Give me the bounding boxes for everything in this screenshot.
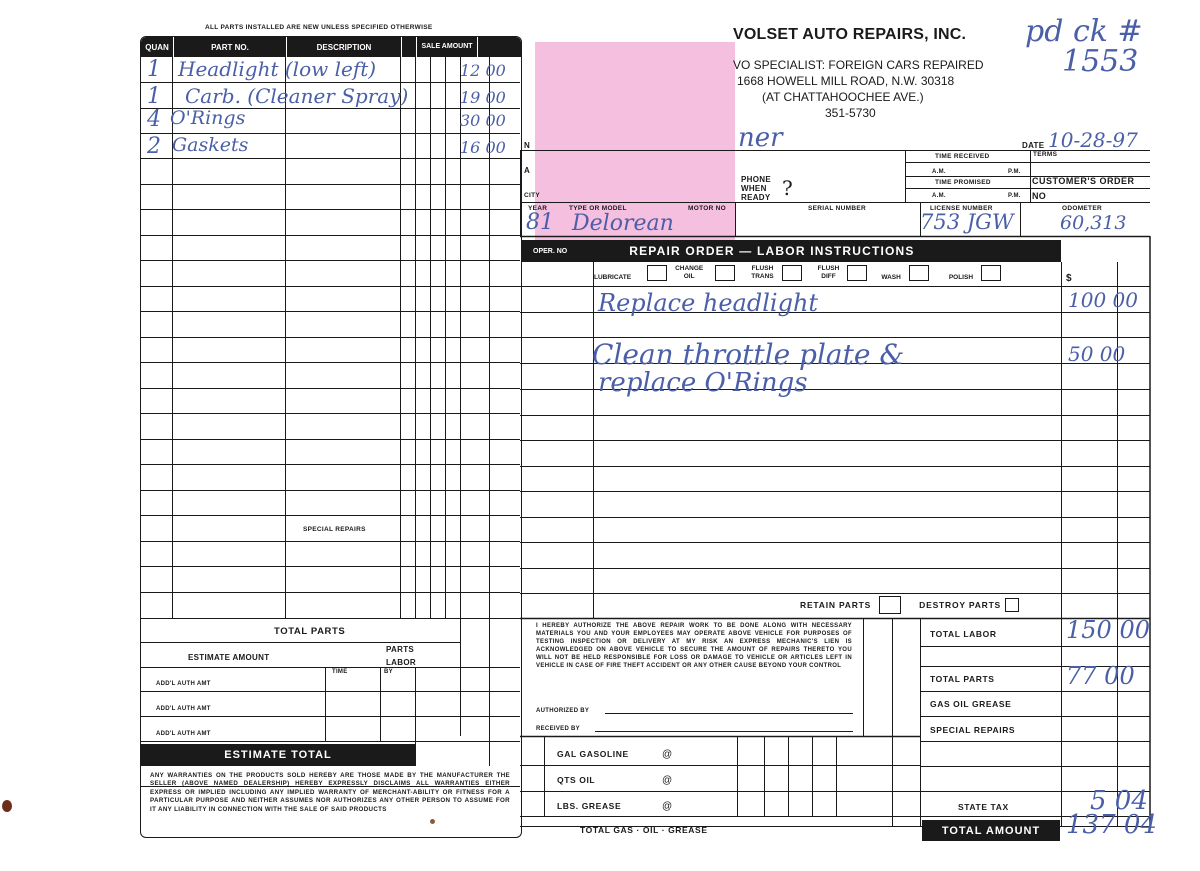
- total-parts-label: TOTAL PARTS: [274, 626, 346, 637]
- handwritten-model: Delorean: [572, 211, 674, 236]
- handwritten-year: 81: [526, 210, 554, 235]
- part-row-1-quan: 1: [147, 57, 161, 82]
- type-model-label: TYPE OR MODEL: [569, 205, 627, 212]
- lbs-at: @: [662, 801, 673, 812]
- company-line-2: 1668 HOWELL MILL ROAD, N.W. 30318: [737, 74, 955, 88]
- part-row-2-amount: 19 00: [460, 88, 506, 107]
- authorized-by-label: AUTHORIZED BY: [536, 708, 590, 714]
- special-repairs-right-label: SPECIAL REPAIRS: [930, 725, 1016, 735]
- warranty-disclaimer: ANY WARRANTIES ON THE PRODUCTS SOLD HEREBY ARE THOSE MADE BY THE MANUFACTURER THE SELLER (ABOVE NAMED DEALERSHIP) HEREBY EXPRESSLY DISCLAIMS ALL WARRANTIES EITHER EXPRESS OR IMPLIED INCLUDING ANY IMPLIED WARRANTY OF MERCHANT-ABILITY OR FITNESS FOR A PARTICULAR PURPOSE AND NEITHER ASSUMES NOR AUTHORIZES ANY OTHER PERSON TO ASSUME FOR IT ANY LIABILITY IN CONNECTION WITH THE SALE OF SAID PRODUCTS: [150, 772, 510, 813]
- total-amount-label: TOTAL AMOUNT: [922, 820, 1060, 841]
- instruction-1-amount: 100 00: [1068, 288, 1138, 312]
- addl-auth-1: ADD'L AUTH AMT: [156, 681, 211, 687]
- phone-when-ready-label: PHONE WHEN READY: [741, 175, 771, 202]
- handwritten-paid-check: pd ck #: [1025, 14, 1143, 49]
- part-row-3-desc: O'Rings: [170, 107, 246, 129]
- handwritten-license: 753 JGW: [920, 210, 1014, 234]
- customers-order-no-label: NO: [1032, 191, 1047, 201]
- time-promised-label: TIME PROMISED: [935, 179, 991, 186]
- authorization-text: I HEREBY AUTHORIZE THE ABOVE REPAIR WORK TO BE DONE ALONG WITH NECESSARY MATERIALS YOU AND YOUR EMPLOYEES MAY OPERATE ABOVE VEHICLE FOR PURPOSES OF TESTING INSPECTION OR DELIVERY AT MY RISK AN EXPRESS MECHANIC'S LIEN IS ACKNOWLEDGED ON ABOVE VEHICLE TO SECURE THE AMOUNT OF REPAIRS THERETO YOU WILL NOT BE HELD RESPONSIBLE FOR LOSS OR DAMAGE TO VEHICLE OR ARTICLES LEFT IN VEHICLE IN CASE OF FIRE THEFT ACCIDENT OR ANY OTHER CAUSE BEYOND YOUR CONTROL: [536, 623, 852, 669]
- company-line-1: VO SPECIALIST: FOREIGN CARS REPAIRED: [733, 58, 984, 72]
- gal-at: @: [662, 749, 673, 760]
- date-label: DATE: [1022, 141, 1045, 150]
- addl-auth-2: ADD'L AUTH AMT: [156, 706, 211, 712]
- instruction-1: Replace headlight: [598, 289, 819, 317]
- flush-trans-label: FLUSH TRANS: [751, 264, 774, 280]
- part-row-4-amount: 16 00: [460, 138, 506, 157]
- labor-small-label: LABOR: [386, 658, 416, 667]
- qts-oil-label: QTS OIL: [557, 775, 596, 785]
- motor-no-label: MOTOR NO: [688, 205, 727, 212]
- total-parts-right-label: TOTAL PARTS: [930, 674, 995, 684]
- oper-no-label: OPER. NO: [533, 247, 568, 255]
- part-row-3-quan: 4: [147, 107, 161, 132]
- change-oil-label: CHANGE OIL: [675, 264, 704, 280]
- gal-gasoline-label: GAL GASOLINE: [557, 749, 629, 759]
- pm-label-2: P.M.: [1008, 193, 1021, 199]
- serial-label: SERIAL NUMBER: [808, 205, 866, 212]
- part-row-4-quan: 2: [147, 134, 161, 159]
- total-gas-oil-grease-label: TOTAL GAS · OIL · GREASE: [580, 825, 708, 835]
- field-n-label: N: [524, 141, 531, 150]
- state-tax-label: STATE TAX: [958, 802, 1009, 812]
- order-written-by-label: ORDER WRITTEN BY: [996, 242, 1040, 257]
- col-desc-header: DESCRIPTION: [287, 37, 401, 57]
- am-label-2: A.M.: [932, 193, 946, 199]
- estimate-total-label: ESTIMATE TOTAL: [141, 744, 415, 766]
- part-row-1-amount: 12 00: [460, 61, 506, 80]
- field-a-label: A: [524, 166, 531, 175]
- part-row-2-quan: 1: [147, 84, 161, 109]
- instruction-2-amount: 50 00: [1068, 342, 1126, 366]
- am-label-1: A.M.: [932, 169, 946, 175]
- year-label: YEAR: [528, 205, 548, 212]
- pm-label-1: P.M.: [1008, 169, 1021, 175]
- paper-stain: [2, 800, 12, 812]
- gas-oil-grease-label: GAS OIL GREASE: [930, 699, 1012, 709]
- terms-label: TERMS: [1033, 151, 1058, 158]
- total-labor-label: TOTAL LABOR: [930, 629, 997, 639]
- license-label: LICENSE NUMBER: [930, 205, 993, 212]
- instruction-2a: Clean throttle plate &: [592, 338, 905, 371]
- parts-small-label: PARTS: [386, 645, 415, 654]
- handwritten-date: 10-28-97: [1048, 128, 1138, 152]
- by-label: BY: [384, 669, 393, 675]
- part-row-4-desc: Gaskets: [172, 134, 249, 156]
- part-row-1-desc: Headlight (low left): [178, 57, 377, 81]
- dollar-label: $: [1066, 273, 1072, 284]
- repair-order-title: REPAIR ORDER — LABOR INSTRUCTIONS: [629, 244, 915, 258]
- customers-order-label: CUSTOMER'S ORDER: [1032, 176, 1135, 186]
- handwritten-phone-mark: ?: [782, 176, 793, 200]
- col-quan-header: QUAN: [141, 37, 173, 57]
- lubricate-label: LUBRICATE: [594, 274, 632, 281]
- wash-label: WASH: [881, 274, 901, 281]
- received-by-line[interactable]: [595, 731, 853, 732]
- time-received-label: TIME RECEIVED: [935, 153, 990, 160]
- total-amount-value: 137 04: [1066, 810, 1157, 840]
- destroy-parts-checkbox[interactable]: [1005, 598, 1019, 612]
- paper-speck: [430, 819, 435, 824]
- destroy-parts-label: DESTROY PARTS: [919, 600, 1002, 610]
- company-line-3: (AT CHATTAHOOCHEE AVE.): [762, 90, 924, 104]
- time-label: TIME: [332, 669, 348, 675]
- col-amount-header: SALE AMOUNT: [417, 37, 477, 57]
- addl-auth-3: ADD'L AUTH AMT: [156, 731, 211, 737]
- handwritten-name: ner: [738, 123, 783, 153]
- company-line-4: 351-5730: [825, 106, 876, 120]
- parts-notice: ALL PARTS INSTALLED ARE NEW UNLESS SPECIFIED OTHERWISE: [205, 24, 433, 31]
- estimate-amount-label: ESTIMATE AMOUNT: [188, 653, 270, 662]
- company-name: VOLSET AUTO REPAIRS, INC.: [733, 26, 967, 43]
- retain-parts-checkbox[interactable]: [879, 596, 901, 614]
- polish-label: POLISH: [948, 274, 974, 281]
- col-partno-header: PART NO.: [174, 37, 286, 57]
- handwritten-odometer: 60,313: [1060, 212, 1127, 234]
- total-labor-amount: 150 00: [1066, 616, 1150, 644]
- retain-parts-row: [800, 596, 1019, 614]
- total-parts-amount: 77 00: [1066, 662, 1135, 690]
- special-repairs-label: SPECIAL REPAIRS: [303, 526, 366, 533]
- part-row-2-desc: Carb. (Cleaner Spray): [185, 84, 409, 108]
- authorized-by-line[interactable]: [605, 713, 853, 714]
- flush-diff-label: FLUSH DIFF: [817, 264, 840, 280]
- repair-grid: [520, 236, 1160, 836]
- retain-parts-label: RETAIN PARTS: [800, 600, 872, 610]
- instruction-2b: replace O'Rings: [598, 368, 808, 398]
- part-row-3-amount: 30 00: [460, 111, 506, 130]
- qts-at: @: [662, 775, 673, 786]
- state-tax-amount: 5 04: [1090, 786, 1148, 816]
- handwritten-check-number: 1553: [1062, 44, 1139, 79]
- received-by-label: RECEIVED BY: [536, 726, 580, 732]
- field-city-label: CITY: [524, 192, 541, 199]
- odometer-label: ODOMETER: [1062, 205, 1102, 212]
- lbs-grease-label: LBS. GREASE: [557, 801, 622, 811]
